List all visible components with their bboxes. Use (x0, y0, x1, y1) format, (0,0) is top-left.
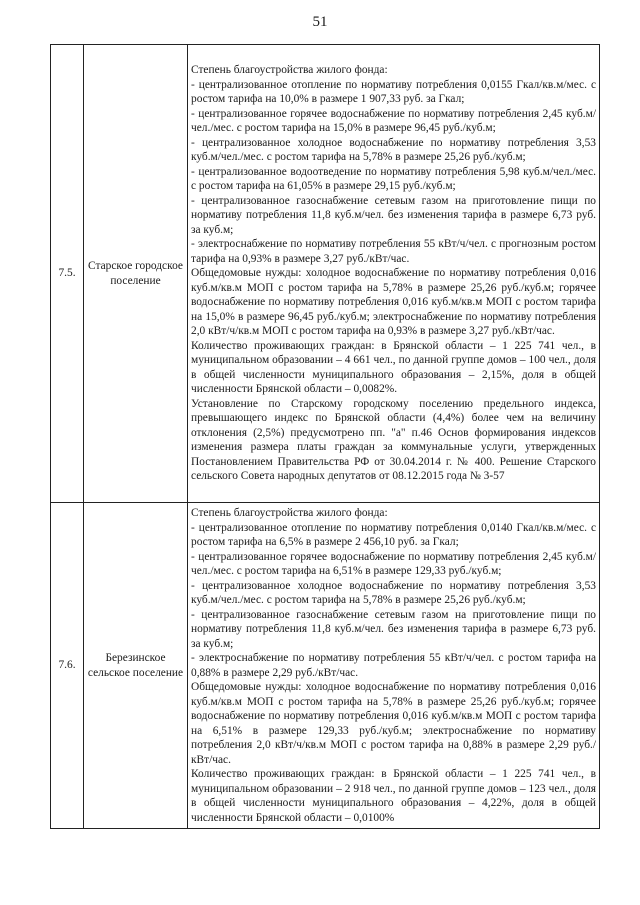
paragraph: Общедомовые нужды: холодное водоснабжение по нормативу потребления 0,016 куб.м/кв.м МОП с ростом тарифа на 5,78% в размере 25,26 руб./куб.м; горячее водоснабжение по нормативу потребления 0,016 куб.м/кв.м МОП с ростом тарифа на 6,51% в размере 129,33 руб./куб.м; электроснабжение по нормативу потребления 2,0 кВт/ч/кв.м МОП с ростом тарифа на 0,88% в размере 2,29 руб./кВт/час. (191, 681, 596, 766)
paragraph: - электроснабжение по нормативу потребления 55 кВт/ч/чел. с прогнозным ростом тарифа на 0,93% в размере 3,27 руб./кВт/час. (191, 238, 596, 265)
paragraph: - централизованное отопление по нормативу потребления 0,0140 Гкал/кв.м/мес. с ростом тарифа на 6,5% в размере 2 456,10 руб. за Гкал; (191, 521, 596, 548)
paragraph: Степень благоустройства жилого фонда: (191, 507, 388, 519)
paragraph: - централизованное газоснабжение сетевым газом на приготовление пищи по нормативу потребления 11,8 куб.м/чел. без изменения тарифа в размере 6,73 руб. за куб.м; (191, 608, 596, 650)
row-number: 7.5. (51, 45, 84, 503)
paragraph: Общедомовые нужды: холодное водоснабжение по нормативу потребления 0,016 куб.м/кв.м МОП с ростом тарифа на 5,78% в размере 25,26 руб./куб.м; горячее водоснабжение по нормативу потребления 0,016 куб.м/кв.м МОП с ростом тарифа на 15,0% в размере 96,45 руб./куб.м; электроснабжение по нормативу потребления 2,0 кВт/ч/кв.м МОП с ростом тарифа на 0,93% в размере 3,27 руб./кВт/час. (191, 267, 596, 338)
paragraph: - централизованное отопление по нормативу потребления 0,0155 Гкал/кв.м/мес. с ростом тарифа на 10,0% в размере 1 907,33 руб. за Гкал; (191, 78, 596, 106)
paragraph: Установление по Старскому городскому поселению предельного индекса, превышающего индекс по Брянской области (4,4%) более чем на величину отклонения (2,5%) предусмотрено пп. "а" п.46 Основ формирования индексов изменения размера платы граждан за коммунальные услуги, утвержденных Постановлением Правительства РФ от 30.04.2014 г. № 400. Решение Старского сельского Совета народных депутатов от 08.12.2015 года № 3-57 (191, 397, 596, 483)
settlement-name: Березинское сельское поселение (84, 503, 188, 829)
paragraph: Количество проживающих граждан: в Брянской области – 1 225 741 чел., в муниципальном образовании – 4 661 чел., по данной группе домов – 100 чел., доля в общей численности муниципального образования – 2,15%, доля в общей численности Брянской области – 0,0082%. (191, 339, 596, 396)
paragraph: - централизованное холодное водоснабжение по нормативу потребления 3,53 куб.м/чел./мес. с ростом тарифа на 5,78% в размере 25,26 руб./куб.м; (191, 579, 596, 606)
settlement-description (188, 503, 600, 829)
table-row (51, 45, 600, 503)
paragraph: - централизованное холодное водоснабжение по нормативу потребления 3,53 куб.м/чел./мес. с ростом тарифа на 5,78% в размере 25,26 руб./куб.м; (191, 136, 596, 164)
tariff-table (50, 44, 600, 829)
page-number: 51 (312, 14, 328, 30)
paragraph: - централизованное горячее водоснабжение по нормативу потребления 2,45 куб.м/чел./мес. с ростом тарифа на 6,51% в размере 129,33 руб./куб.м; (191, 550, 596, 577)
settlement-description (188, 45, 600, 503)
paragraph: - централизованное водоотведение по нормативу потребления 5,98 куб.м/чел./мес. с ростом тарифа на 61,05% в размере 29,15 руб./куб.м; (191, 165, 596, 193)
settlement-name: Старское городское поселение (84, 45, 188, 503)
paragraph: Количество проживающих граждан: в Брянской области – 1 225 741 чел., в муниципальном образовании – 2 918 чел., по данной группе домов – 123 чел., доля в общей численности муниципального образования – 4,22%, доля в общей численности Брянской области – 0,0100% (191, 768, 596, 824)
paragraph: Степень благоустройства жилого фонда: (191, 64, 388, 77)
table-row (51, 503, 600, 829)
paragraph: - централизованное горячее водоснабжение по нормативу потребления 2,45 куб.м/чел./мес. с ростом тарифа на 15,0% в размере 96,45 руб./куб.м; (191, 107, 596, 135)
paragraph: - электроснабжение по нормативу потребления 55 кВт/ч/чел. с ростом тарифа на 0,88% в размере 2,29 руб./кВт/час. (191, 652, 596, 679)
row-number: 7.6. (51, 503, 84, 829)
paragraph: - централизованное газоснабжение сетевым газом на приготовление пищи по нормативу потребления 11,8 куб.м/чел. без изменения тарифа в размере 6,73 руб. за куб.м; (191, 194, 596, 236)
